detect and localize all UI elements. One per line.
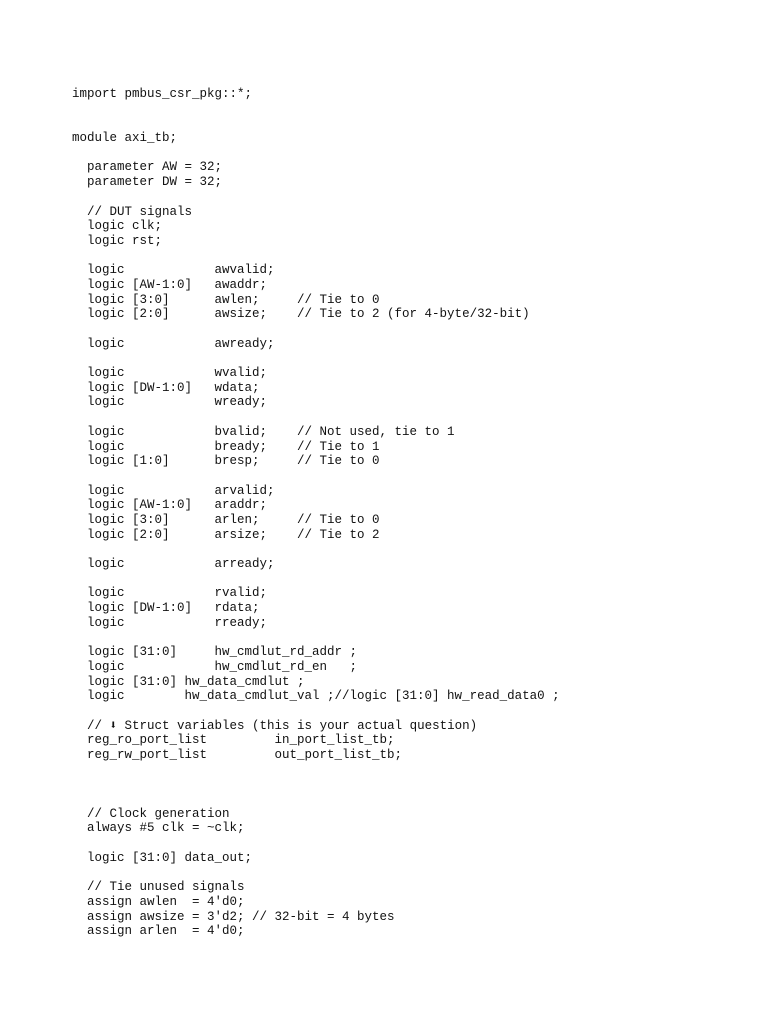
code-line [72,704,560,719]
code-line: logic wvalid; [72,366,268,381]
code-line: logic hw_data_cmdlut_val ;//logic [31:0] hw_read_data0 ; [72,689,560,704]
code-line [72,351,560,366]
code-line: logic [31:0] hw_cmdlut_rd_addr ; [72,645,358,660]
code-line [72,322,560,337]
code-line [72,763,560,778]
code-line: logic [2:0] arsize; // Tie to 2 [72,527,380,542]
code-line: logic arready; [72,557,275,571]
code-line [72,792,560,807]
code-line: logic [2:0] awsize; // Tie to 2 (for 4-byte/32-bit) [72,307,530,322]
code-line: logic rready; [72,615,268,630]
code-line: logic [AW-1:0] awaddr; [72,277,268,292]
code-line: import pmbus_csr_pkg::*; [72,87,253,101]
code-line: logic [1:0] bresp; // Tie to 0 [72,454,380,469]
code-line: logic hw_cmdlut_rd_en ; [72,659,358,674]
code-line [72,542,560,557]
code-line: assign awsize = 3'd2; // 32-bit = 4 bytes [72,909,395,924]
code-line: assign awlen = 4'd0; [72,894,245,909]
code-line: logic [3:0] arlen; // Tie to 0 [72,512,380,527]
code-line: logic arvalid; [72,483,275,498]
code-line: logic clk; [72,219,163,234]
code-line: parameter DW = 32; [72,175,223,190]
code-line [72,102,560,117]
code-line: logic awvalid; [72,263,275,278]
code-line: parameter AW = 32; [72,160,223,175]
code-line: logic rst; [72,233,163,248]
code-line: // DUT signals [72,204,193,219]
code-line: logic [AW-1:0] araddr; [72,498,268,513]
code-line: logic bready; // Tie to 1 [72,439,380,454]
code-line: reg_ro_port_list in_port_list_tb; [72,733,395,748]
code-line: // Clock generation [72,806,230,821]
code-line [72,572,560,587]
code-line: logic [31:0] data_out; [72,850,253,865]
code-line: // ⬇ Struct variables (this is your actual question) [72,718,478,733]
code-line: logic bvalid; // Not used, tie to 1 [72,424,455,439]
code-line: logic [31:0] hw_data_cmdlut ; [72,674,305,689]
code-line [72,630,560,645]
code-line: // Tie unused signals [72,880,245,895]
code-line: logic [3:0] awlen; // Tie to 0 [72,292,380,307]
code-line [72,865,560,880]
code-line: module axi_tb; [72,131,178,146]
code-line: always #5 clk = ~clk; [72,821,245,836]
code-line [72,836,560,851]
code-line: logic awready; [72,336,275,351]
code-line [72,116,560,131]
code-line [72,469,560,484]
code-listing [72,87,560,939]
code-line: assign arlen = 4'd0; [72,924,245,939]
code-line: reg_rw_port_list out_port_list_tb; [72,747,403,762]
code-line [72,190,560,205]
code-line: logic [DW-1:0] rdata; [72,601,260,616]
code-line: logic [DW-1:0] wdata; [72,380,260,395]
code-line [72,146,560,161]
code-line: logic rvalid; [72,586,268,601]
code-line: logic wready; [72,395,268,410]
code-line [72,249,560,264]
code-line [72,777,560,792]
code-line [72,410,560,425]
